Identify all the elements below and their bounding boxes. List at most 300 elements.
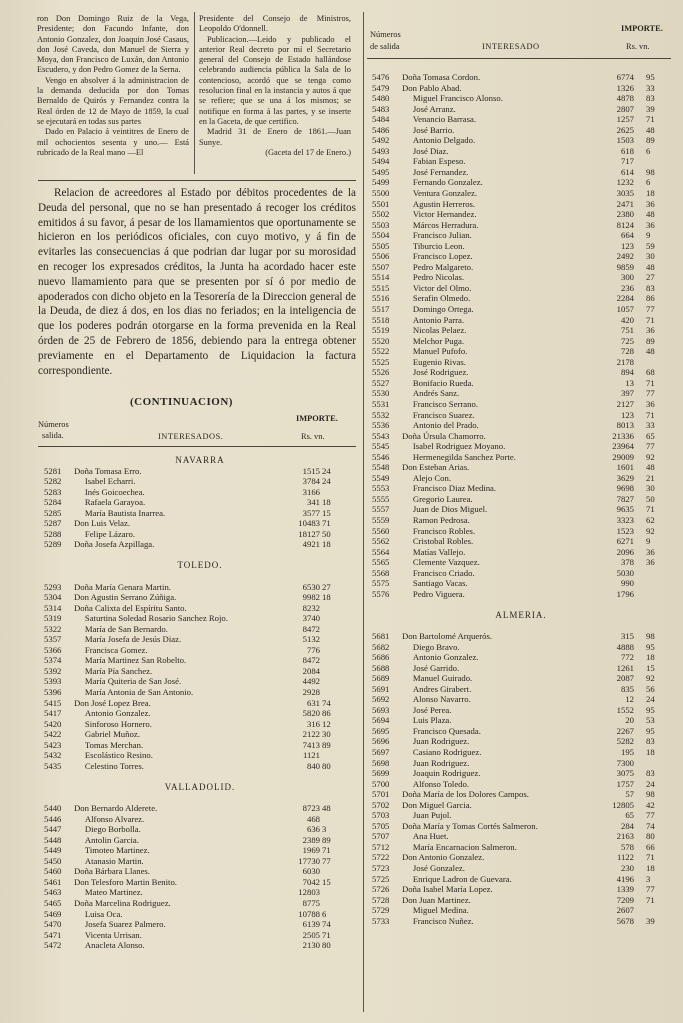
exit-number: 5502 xyxy=(372,209,390,220)
creditor-name: Hermenegilda Sanchez Porte. xyxy=(402,451,516,462)
exit-number: 5448 xyxy=(44,834,62,845)
creditor-name: Pedro Malgareto. xyxy=(402,261,474,272)
exit-number: 5460 xyxy=(44,866,62,877)
creditor-name: Victor Hernandez. xyxy=(402,209,477,220)
amount-reales: 468 xyxy=(306,813,320,824)
creditor-name: Don Esteban Arias. xyxy=(402,462,470,473)
decree-paragraph: Presidente del Consejo de Ministros, Leopoldo O'donnell. xyxy=(199,14,351,34)
amount-cents: 3 xyxy=(322,824,327,835)
amount-reales: 9859 xyxy=(616,261,634,272)
creditor-name: Luis Plaza. xyxy=(402,715,452,726)
creditor-name: Escolástico Resino. xyxy=(74,750,153,761)
creditor-name: Francisco Quesada. xyxy=(402,725,481,736)
creditor-name: Fabian Espeso. xyxy=(402,156,466,167)
amount-reales: 664 xyxy=(620,230,634,241)
exit-number: 5432 xyxy=(44,750,62,761)
creditor-name: Francisca Gomez. xyxy=(74,644,148,655)
exit-number: 5692 xyxy=(372,694,390,705)
amount-cents: 86 xyxy=(646,293,655,304)
exit-number: 5461 xyxy=(44,876,62,887)
creditor-name: Andrés Sanz. xyxy=(402,388,460,399)
amount-reales: 2087 xyxy=(616,673,634,684)
table-row xyxy=(372,325,670,336)
amount-cents: 9 xyxy=(646,536,651,547)
creditor-name: Tiburcio Leon. xyxy=(402,240,465,251)
exit-number: 5560 xyxy=(372,525,390,536)
exit-number: 5289 xyxy=(44,539,62,550)
creditor-name: Alfonso Toledo. xyxy=(402,778,470,789)
table-row xyxy=(44,624,356,635)
creditor-name: Mateo Martinez. xyxy=(74,887,143,898)
creditor-name: Doña Bárbara Llanes. xyxy=(74,866,150,877)
table-row xyxy=(44,877,356,888)
amount-reales: 284 xyxy=(620,820,634,831)
importe-header-right: IMPORTE. xyxy=(621,24,663,33)
exit-number: 5688 xyxy=(372,662,390,673)
table-row xyxy=(372,262,670,273)
amount-reales: 2084 xyxy=(302,665,320,676)
amount-reales: 7209 xyxy=(616,894,634,905)
table-row xyxy=(44,698,356,709)
exit-number: 5506 xyxy=(372,251,390,262)
amount-reales: 1796 xyxy=(616,588,634,599)
table-row xyxy=(44,909,356,920)
table-row xyxy=(372,916,670,927)
amount-reales: 300 xyxy=(620,272,634,283)
amount-reales: 9982 xyxy=(302,592,320,603)
table-row xyxy=(44,856,356,867)
amount-cents: 3 xyxy=(646,873,651,884)
amount-cents: 71 xyxy=(322,845,331,856)
creditor-name: María Martinez San Robelto. xyxy=(74,655,187,666)
table-row xyxy=(44,466,356,477)
amount-reales: 2471 xyxy=(616,198,634,209)
exit-number: 5549 xyxy=(372,472,390,483)
creditor-name: Antonio Gonzalez. xyxy=(402,652,479,663)
creditor-name: José Diaz. xyxy=(402,145,449,156)
table-row xyxy=(44,740,356,751)
amount-reales: 3784 xyxy=(302,476,320,487)
amount-cents: 71 xyxy=(322,518,331,529)
amount-reales: 2505 xyxy=(302,929,320,940)
table-row xyxy=(372,251,670,262)
table-row xyxy=(372,810,670,821)
amount-cents: 50 xyxy=(322,528,331,539)
table-row xyxy=(372,283,670,294)
exit-number: 5518 xyxy=(372,314,390,325)
table-row xyxy=(372,315,670,326)
amount-cents: 80 xyxy=(646,831,655,842)
interesado-header-right: INTERESADO xyxy=(482,42,540,51)
amount-reales: 1339 xyxy=(616,884,634,895)
table-row xyxy=(372,199,670,210)
exit-number: 5495 xyxy=(372,166,390,177)
amount-cents: 83 xyxy=(646,736,655,747)
amount-reales: 397 xyxy=(620,388,634,399)
amount-reales: 3629 xyxy=(616,472,634,483)
table-row xyxy=(372,441,670,452)
amount-reales: 230 xyxy=(620,863,634,874)
creditor-name: Diego Borbolla. xyxy=(74,824,141,835)
table-row xyxy=(372,863,670,874)
table-row xyxy=(44,835,356,846)
creditor-name: Francisco Robles. xyxy=(402,525,476,536)
amount-reales: 17730 xyxy=(298,855,320,866)
exit-number: 5703 xyxy=(372,810,390,821)
amount-reales: 316 xyxy=(306,718,320,729)
exit-number: 5435 xyxy=(44,760,62,771)
creditor-name: Alonso Navarro. xyxy=(402,694,471,705)
table-row xyxy=(372,536,670,547)
amount-reales: 4196 xyxy=(616,873,634,884)
creditor-name: Isabel Rodriguez Moyano. xyxy=(402,441,506,452)
exit-number: 5525 xyxy=(372,356,390,367)
amount-cents: 89 xyxy=(646,135,655,146)
amount-cents: 18 xyxy=(646,188,655,199)
exit-number: 5480 xyxy=(372,93,390,104)
table-row xyxy=(44,761,356,772)
amount-reales: 990 xyxy=(620,578,634,589)
creditor-name: José Garrido. xyxy=(402,662,460,673)
amount-reales: 2284 xyxy=(616,293,634,304)
table-row xyxy=(372,452,670,463)
amount-cents: 92 xyxy=(646,673,655,684)
creditor-name: Doña Josefa Azpillaga. xyxy=(74,539,155,550)
table-row xyxy=(372,631,670,642)
decree-paragraph: Vengo en absolver á la administracion de la demanda deducida por don Tomas Bernaldo de Quirós y Fernandez contra la Real órden de 12 de Mayo de 1859, la cual se ejecutará en todas sus partes xyxy=(37,75,189,126)
amount-cents: 9 xyxy=(646,230,651,241)
creditor-name: Gabriel Muñoz. xyxy=(74,729,140,740)
decree-text-middle xyxy=(199,14,351,158)
exit-number: 5515 xyxy=(372,282,390,293)
table-row xyxy=(372,652,670,663)
amount-cents: 80 xyxy=(322,940,331,951)
exit-number: 5322 xyxy=(44,623,62,634)
amount-cents: 92 xyxy=(646,451,655,462)
amount-cents: 98 xyxy=(646,166,655,177)
creditor-name: Manuel Pufofo. xyxy=(402,346,468,357)
exit-number: 5699 xyxy=(372,768,390,779)
creditor-name: Serafin Olmedo. xyxy=(402,293,471,304)
province-heading xyxy=(44,455,356,466)
table-row xyxy=(372,515,670,526)
creditor-name: Agustin Herreros. xyxy=(402,198,476,209)
exit-number: 5695 xyxy=(372,725,390,736)
creditor-name: Vicenta Urrisan. xyxy=(74,929,142,940)
exit-number: 5417 xyxy=(44,708,62,719)
table-row xyxy=(372,399,670,410)
amount-cents: 77 xyxy=(646,441,655,452)
amount-reales: 3577 xyxy=(302,507,320,518)
creditor-name: Atanasio Martin. xyxy=(74,855,144,866)
exit-number: 5282 xyxy=(44,476,62,487)
creditor-name: José Rodriguez. xyxy=(402,367,469,378)
amount-reales: 4921 xyxy=(302,539,320,550)
creditor-name: Doña María y Tomas Cortés Salmeron. xyxy=(402,820,538,831)
table-row xyxy=(372,694,670,705)
creditor-name: Doña María de los Dolores Campos. xyxy=(402,789,529,800)
table-row xyxy=(372,789,670,800)
relacion-paragraph xyxy=(38,186,356,378)
creditor-name: Don Miguel Garcia. xyxy=(402,799,472,810)
table-row xyxy=(44,930,356,941)
decree-paragraph: ron Don Domingo Ruiz de la Vega, Presidente; don Facundo Infante, don Antonio Gonzalez, don Joaquin José Casaus, don José Caveda, don Manuel de Sierra y Moya, don Francisco de Luxán, don Antonio Escudero, y don Pedro Gomez de la Serna. xyxy=(37,14,189,75)
table-row xyxy=(372,905,670,916)
amount-cents: 27 xyxy=(646,272,655,283)
exit-number: 5532 xyxy=(372,409,390,420)
table-row xyxy=(372,663,670,674)
amount-reales: 6030 xyxy=(302,866,320,877)
creditor-name: Alfonso Alvarez. xyxy=(74,813,145,824)
amount-reales: 20 xyxy=(625,715,634,726)
amount-reales: 1122 xyxy=(616,852,634,863)
exit-number: 5707 xyxy=(372,831,390,842)
numeros-header-right: Números xyxy=(370,30,401,39)
amount-reales: 894 xyxy=(620,367,634,378)
amount-reales: 2389 xyxy=(302,834,320,845)
creditor-name: Francisco Nuñez. xyxy=(402,915,474,926)
exit-number: 5562 xyxy=(372,536,390,547)
table-row xyxy=(44,487,356,498)
amount-cents: 98 xyxy=(646,789,655,800)
creditor-name: José Barrio. xyxy=(402,124,455,135)
table-row xyxy=(372,304,670,315)
table-row xyxy=(372,146,670,157)
creditor-name: Juan Rodriguez. xyxy=(402,757,470,768)
exit-number: 5681 xyxy=(372,630,390,641)
exit-number: 5366 xyxy=(44,644,62,655)
creditor-name: Sinforoso Hornero. xyxy=(74,718,152,729)
amount-reales: 4492 xyxy=(302,676,320,687)
amount-reales: 1121 xyxy=(302,750,320,761)
creditor-name: Josefa Suarez Palmero. xyxy=(74,919,166,930)
amount-reales: 2178 xyxy=(616,356,634,367)
exit-number: 5288 xyxy=(44,528,62,539)
creditor-name: Márcos Herradura. xyxy=(402,219,479,230)
table-row xyxy=(372,83,670,94)
amount-reales: 3166 xyxy=(302,486,320,497)
creditor-name: Pedro Nicolas. xyxy=(402,272,465,283)
exit-number: 5304 xyxy=(44,592,62,603)
amount-cents: 36 xyxy=(646,546,655,557)
table-row xyxy=(44,497,356,508)
amount-reales: 6530 xyxy=(302,581,320,592)
exit-number: 5689 xyxy=(372,673,390,684)
exit-number: 5374 xyxy=(44,655,62,666)
creditor-name: Inés Goicoechea. xyxy=(74,486,145,497)
creditor-name: Clemente Vazquez. xyxy=(402,557,480,568)
amount-reales: 341 xyxy=(306,497,320,508)
exit-number: 5501 xyxy=(372,198,390,209)
creditor-name: María Quiteria de San José. xyxy=(74,676,182,687)
amount-reales: 1257 xyxy=(616,114,634,125)
exit-number: 5555 xyxy=(372,493,390,504)
creditor-name: Doña Tomasa Cordon. xyxy=(402,72,481,82)
decree-signature: Madrid 31 de Enero de 1861.—Juan Sunye. xyxy=(199,127,351,147)
table-row xyxy=(372,431,670,442)
exit-number: 5545 xyxy=(372,441,390,452)
exit-number: 5520 xyxy=(372,335,390,346)
creditor-name: Miguel Francisco Alonso. xyxy=(402,93,503,104)
creditor-name: Don José Lopez Brea. xyxy=(74,697,151,708)
table-row xyxy=(44,814,356,825)
table-row xyxy=(372,842,670,853)
table-spacer xyxy=(44,793,356,804)
continuacion-heading: (CONTINUACION) xyxy=(130,396,233,408)
amount-reales: 9635 xyxy=(616,504,634,515)
exit-number: 5531 xyxy=(372,398,390,409)
amount-cents: 30 xyxy=(646,483,655,494)
table-row xyxy=(44,887,356,898)
table-row xyxy=(372,220,670,231)
amount-cents: 86 xyxy=(322,708,331,719)
creditor-name: Juan Rodriguez. xyxy=(402,736,470,747)
exit-number: 5568 xyxy=(372,567,390,578)
amount-reales: 12805 xyxy=(612,799,634,810)
table-row xyxy=(372,747,670,758)
amount-reales: 13 xyxy=(625,377,634,388)
creditor-name: María Bautista Inarrea. xyxy=(74,507,166,518)
creditor-name: Rafaela Garayoa. xyxy=(74,497,146,508)
exit-number: 5701 xyxy=(372,789,390,800)
amount-cents: 24 xyxy=(646,778,655,789)
amount-reales: 8232 xyxy=(302,602,320,613)
amount-cents: 83 xyxy=(646,93,655,104)
creditor-name: Joaquin Rodriguez. xyxy=(402,768,481,779)
creditor-name: Eugenio Rivas. xyxy=(402,356,466,367)
exit-number: 5283 xyxy=(44,486,62,497)
exit-number: 5420 xyxy=(44,718,62,729)
creditor-name: José Fernandez. xyxy=(402,166,469,177)
table-row xyxy=(372,188,670,199)
exit-number: 5319 xyxy=(44,613,62,624)
amount-cents: 77 xyxy=(646,884,655,895)
exit-number: 5500 xyxy=(372,188,390,199)
creditor-name: Santiago Vacas. xyxy=(402,578,468,589)
exit-number: 5494 xyxy=(372,156,390,167)
amount-reales: 5030 xyxy=(616,567,634,578)
amount-reales: 18127 xyxy=(298,528,320,539)
amount-cents: 77 xyxy=(322,855,331,866)
amount-cents: 77 xyxy=(646,810,655,821)
amount-cents: 24 xyxy=(646,694,655,705)
exit-number: 5483 xyxy=(372,103,390,114)
amount-cents: 95 xyxy=(646,725,655,736)
salida-header: salida. xyxy=(42,431,64,440)
amount-cents: 62 xyxy=(646,514,655,525)
exit-number: 5576 xyxy=(372,588,390,599)
amount-reales: 2607 xyxy=(616,905,634,916)
amount-cents: 36 xyxy=(646,325,655,336)
exit-number: 5507 xyxy=(372,261,390,272)
amount-reales: 3323 xyxy=(616,514,634,525)
exit-number: 5285 xyxy=(44,507,62,518)
amount-cents: 18 xyxy=(322,497,331,508)
creditor-name: Francisco Lopez. xyxy=(402,251,473,262)
exit-number: 5314 xyxy=(44,602,62,613)
decree-paragraph: Publicacion.—Leido y publicado el anterior Real decreto por mí el Secretario general del Consejo de Estado hallándose celebrando audiencia pública la Sala de lo contencioso, acordó que se tenga como resolucion final en la instancia y autos á que se refiere; que se una á los mismos; se notifique en forma á las partes, y se inserte en la Gaceta, de que certifico. xyxy=(199,34,351,126)
province-heading xyxy=(44,560,356,571)
amount-reales: 578 xyxy=(620,841,634,852)
creditor-name: Miguel Medina. xyxy=(402,905,469,916)
table-row xyxy=(372,104,670,115)
amount-cents: 71 xyxy=(646,409,655,420)
table-row xyxy=(372,209,670,220)
amount-reales: 1757 xyxy=(616,778,634,789)
amount-cents: 18 xyxy=(646,747,655,757)
table-row xyxy=(372,177,670,188)
amount-reales: 2122 xyxy=(302,729,320,740)
exit-number: 5526 xyxy=(372,367,390,378)
header-rule-right xyxy=(367,58,671,59)
amount-cents: 12 xyxy=(322,718,331,729)
table-row xyxy=(372,410,670,421)
exit-number: 5422 xyxy=(44,729,62,740)
amount-cents: 89 xyxy=(646,335,655,346)
amount-cents: 59 xyxy=(646,240,655,251)
table-row xyxy=(372,336,670,347)
table-row xyxy=(372,800,670,811)
amount-cents: 39 xyxy=(646,915,655,926)
creditor-name: Manuel Guirado. xyxy=(402,673,473,684)
amount-cents: 48 xyxy=(646,346,655,357)
creditor-name: Antonio del Prado. xyxy=(402,420,479,431)
creditor-name: Don Bernardo Alderete. xyxy=(74,803,158,814)
decree-paragraph: Dado en Palacio á veintitres de Enero de mil ochocientos sesenta y uno.— Está rubricado de la Real mano —El xyxy=(37,127,189,157)
amount-cents: 48 xyxy=(646,124,655,135)
creditor-name: Luisa Oca. xyxy=(74,908,123,919)
creditor-name: Melchor Puga. xyxy=(402,335,465,346)
amount-cents: 95 xyxy=(646,641,655,652)
amount-cents: 27 xyxy=(322,581,331,592)
creditor-name: Ana Huet. xyxy=(402,831,449,842)
exit-number: 5543 xyxy=(372,430,390,441)
creditor-table-left xyxy=(44,455,356,951)
creditor-name: Doña Tomasa Erro. xyxy=(74,465,142,476)
table-row xyxy=(372,578,670,589)
table-row xyxy=(372,293,670,304)
amount-cents: 48 xyxy=(646,209,655,220)
amount-reales: 8013 xyxy=(616,420,634,431)
amount-cents: 71 xyxy=(646,504,655,515)
table-row xyxy=(372,125,670,136)
decree-text-left xyxy=(37,14,189,158)
exit-number: 5693 xyxy=(372,704,390,715)
amount-reales: 378 xyxy=(620,557,634,568)
amount-reales: 29009 xyxy=(612,451,634,462)
amount-cents: 98 xyxy=(646,630,655,641)
numeros-header: Números xyxy=(38,420,69,429)
table-row xyxy=(372,504,670,515)
table-row xyxy=(44,729,356,740)
table-row xyxy=(372,568,670,579)
table-row xyxy=(372,874,670,885)
creditor-name: José Gonzalez. xyxy=(402,863,465,874)
amount-reales: 1057 xyxy=(616,304,634,315)
amount-cents: 15 xyxy=(646,662,655,673)
amount-cents: 6 xyxy=(646,145,651,156)
table-row xyxy=(372,642,670,653)
table-row xyxy=(372,715,670,726)
amount-reales: 1969 xyxy=(302,845,320,856)
table-row xyxy=(372,494,670,505)
table-row xyxy=(44,824,356,835)
exit-number: 5559 xyxy=(372,514,390,525)
amount-cents: 6 xyxy=(646,177,651,188)
table-row xyxy=(44,634,356,645)
amount-reales: 5132 xyxy=(302,634,320,645)
table-row xyxy=(372,167,670,178)
